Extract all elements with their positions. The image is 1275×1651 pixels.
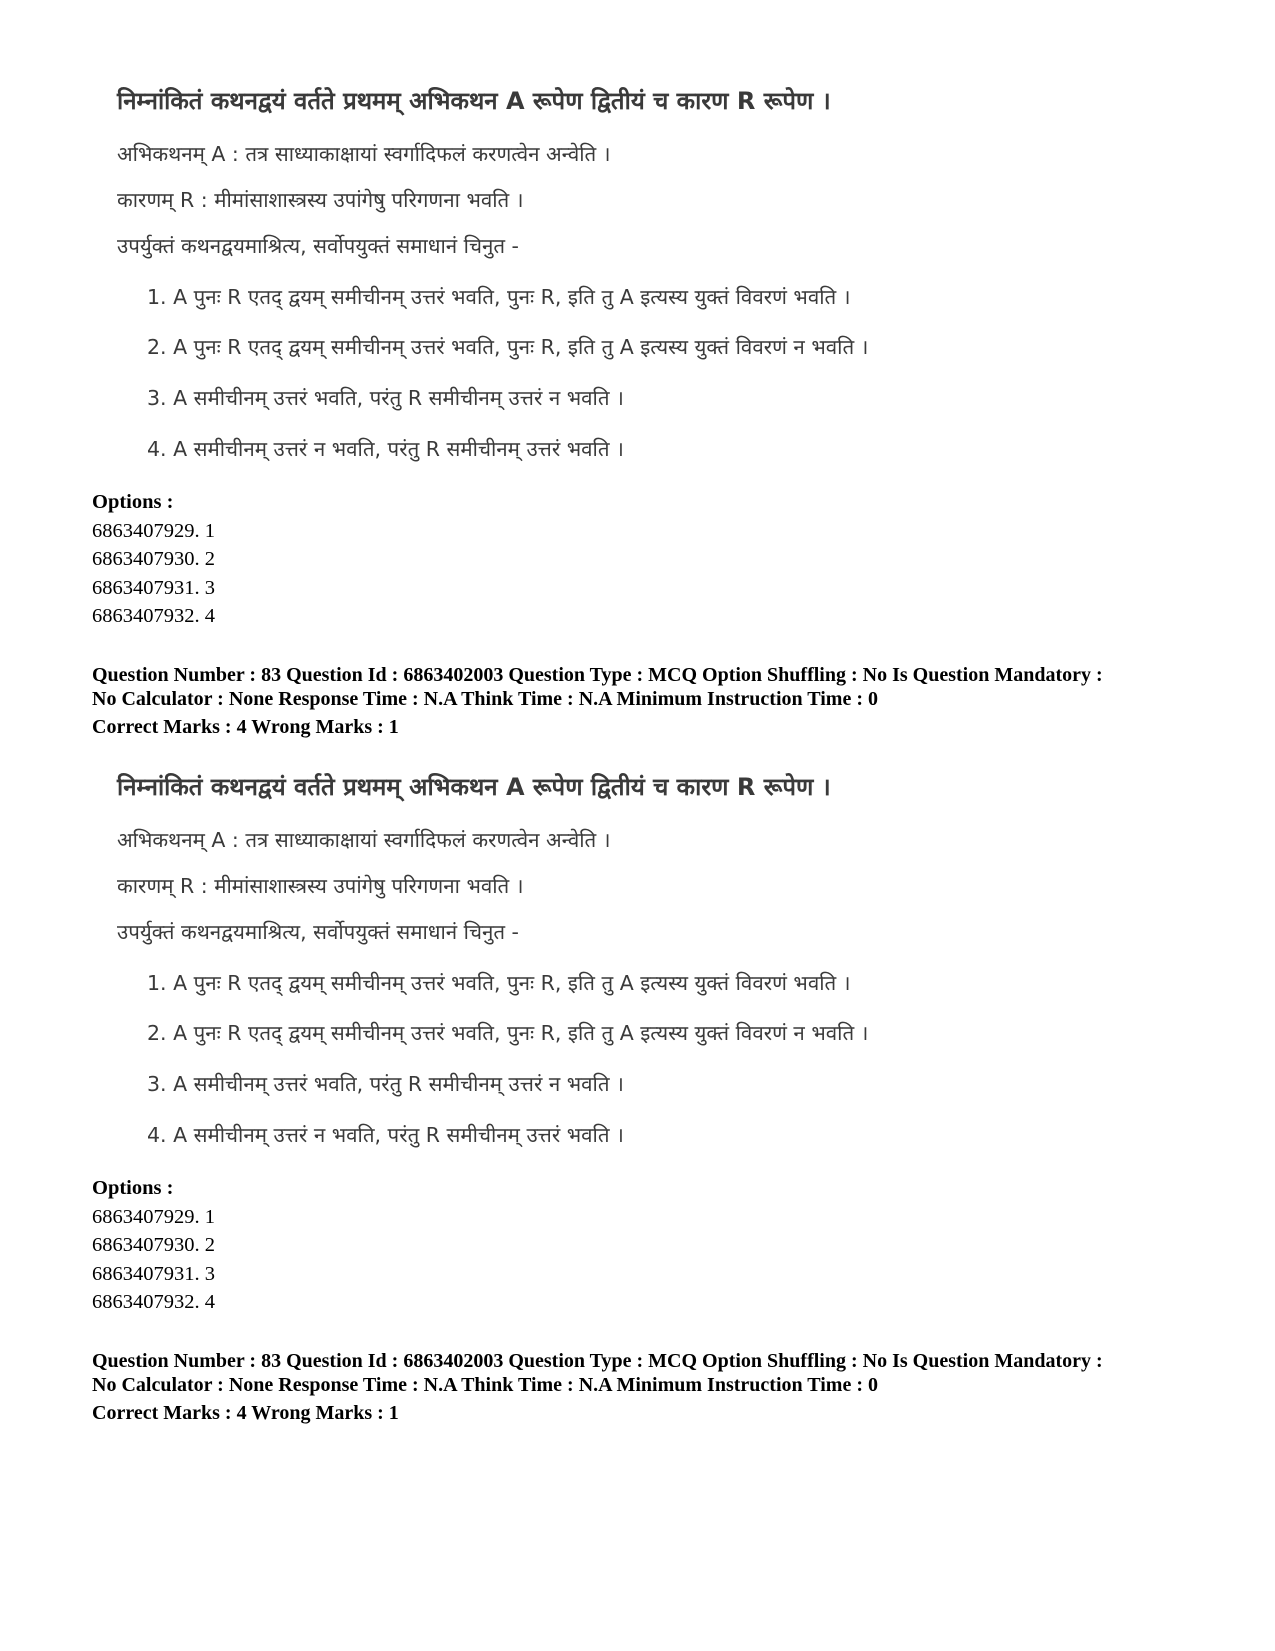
reason-text: कारणम् R : मीमांसाशास्त्रस्य उपांगेषु परिगणना भवति । xyxy=(117,874,524,898)
option-item: 6863407931. 3 xyxy=(92,576,215,599)
choice-3: 3. A समीचीनम् उत्तरं भवति, परंतु R समीचीनम् उत्तरं न भवति । xyxy=(147,1072,624,1096)
choice-1: 1. A पुनः R एतद् द्वयम् समीचीनम् उत्तरं भवति, पुनः R, इति तु A इत्यस्य युक्तं विवरणं भवति । xyxy=(147,285,851,309)
question-meta xyxy=(92,664,1212,740)
instruction-text: उपर्युक्तं कथनद्वयमाश्रित्य, सर्वोपयुक्तं समाधानं चिनुत - xyxy=(117,920,519,944)
options-label: Options : xyxy=(92,1177,174,1199)
options-label: Options : xyxy=(92,491,174,513)
assertion-text: अभिकथनम् A : तत्र साध्याकाक्षायां स्वर्गादिफलं करणत्वेन अन्वेति । xyxy=(117,828,611,852)
marks-line: Correct Marks : 4 Wrong Marks : 1 xyxy=(92,716,399,738)
option-item: 6863407929. 1 xyxy=(92,519,215,542)
meta-line: No Calculator : None Response Time : N.A Think Time : N.A Minimum Instruction Time : 0 xyxy=(92,687,878,710)
meta-line: No Calculator : None Response Time : N.A Think Time : N.A Minimum Instruction Time : 0 xyxy=(92,1373,878,1396)
choice-1: 1. A पुनः R एतद् द्वयम् समीचीनम् उत्तरं भवति, पुनः R, इति तु A इत्यस्य युक्तं विवरणं भवति । xyxy=(147,971,851,995)
meta-line: Question Number : 83 Question Id : 6863402003 Question Type : MCQ Option Shuffling : No Is Question Mandatory : xyxy=(92,1350,1103,1372)
options-list xyxy=(92,1174,215,1317)
option-item: 6863407931. 3 xyxy=(92,1262,215,1285)
choice-4: 4. A समीचीनम् उत्तरं न भवति, परंतु R समीचीनम् उत्तरं भवति । xyxy=(147,1123,624,1147)
option-item: 6863407929. 1 xyxy=(92,1205,215,1228)
option-item: 6863407932. 4 xyxy=(92,605,215,627)
choice-2: 2. A पुनः R एतद् द्वयम् समीचीनम् उत्तरं भवति, पुनः R, इति तु A इत्यस्य युक्तं विवरणं न भवति । xyxy=(147,335,869,359)
option-item: 6863407930. 2 xyxy=(92,1234,215,1256)
option-item: 6863407932. 4 xyxy=(92,1291,215,1313)
reason-text: कारणम् R : मीमांसाशास्त्रस्य उपांगेषु परिगणना भवति । xyxy=(117,188,524,212)
options-list xyxy=(92,488,215,631)
meta-line: Question Number : 83 Question Id : 6863402003 Question Type : MCQ Option Shuffling : No Is Question Mandatory : xyxy=(92,664,1103,686)
choice-3: 3. A समीचीनम् उत्तरं भवति, परंतु R समीचीनम् उत्तरं न भवति । xyxy=(147,386,624,410)
question-meta xyxy=(92,1350,1212,1426)
question-stem: निम्नांकितं कथनद्वयं वर्तते प्रथमम् अभिकथन A रूपेण द्वितीयं च कारण R रूपेण । xyxy=(117,773,831,801)
instruction-text: उपर्युक्तं कथनद्वयमाश्रित्य, सर्वोपयुक्तं समाधानं चिनुत - xyxy=(117,234,519,258)
option-item: 6863407930. 2 xyxy=(92,548,215,570)
assertion-text: अभिकथनम् A : तत्र साध्याकाक्षायां स्वर्गादिफलं करणत्वेन अन्वेति । xyxy=(117,142,611,166)
choice-4: 4. A समीचीनम् उत्तरं न भवति, परंतु R समीचीनम् उत्तरं भवति । xyxy=(147,437,624,461)
marks-line: Correct Marks : 4 Wrong Marks : 1 xyxy=(92,1402,399,1424)
question-stem: निम्नांकितं कथनद्वयं वर्तते प्रथमम् अभिकथन A रूपेण द्वितीयं च कारण R रूपेण । xyxy=(117,87,831,115)
choice-2: 2. A पुनः R एतद् द्वयम् समीचीनम् उत्तरं भवति, पुनः R, इति तु A इत्यस्य युक्तं विवरणं न भवति । xyxy=(147,1021,869,1045)
